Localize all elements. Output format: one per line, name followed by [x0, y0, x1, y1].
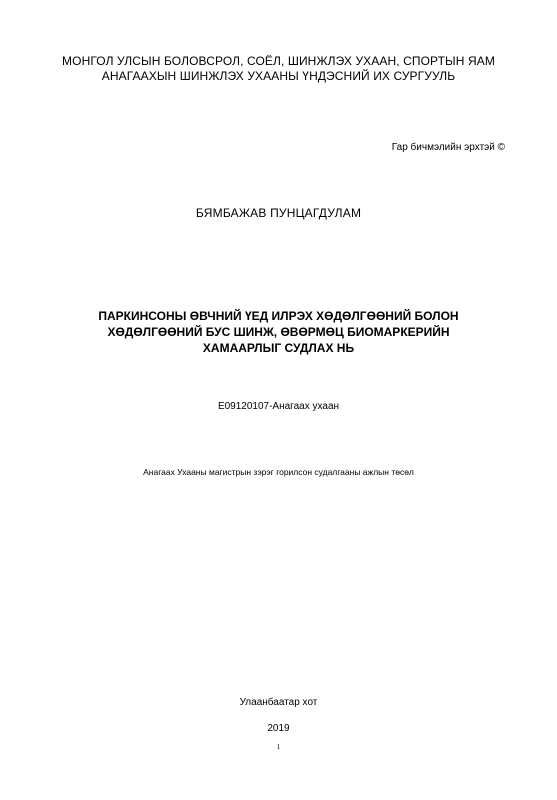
specialty-code: E09120107-Анагаах ухаан: [217, 401, 340, 412]
thesis-title-line-1: ПАРКИНСОНЫ ӨВЧНИЙ ҮЕД ИЛРЭХ ХӨДӨЛГӨӨНИЙ БОЛОН: [98, 309, 459, 323]
thesis-title-line-3: ХАМААРЛЫГ СУДЛАХ НЬ: [202, 341, 355, 355]
city-name: Улаанбаатар хот: [239, 697, 318, 708]
year: 2019: [267, 723, 290, 734]
thesis-title-line-2: ХӨДӨЛГӨӨНИЙ БУС ШИНЖ, ӨВӨРМӨЦ БИОМАРКЕРИЙН: [107, 325, 450, 339]
thesis-title: [0, 308, 557, 356]
ministry-name: МОНГОЛ УЛСЫН БОЛОВСРОЛ, СОЁЛ, ШИНЖЛЭХ УХААН, СПОРТЫН ЯАМ: [62, 54, 495, 68]
author-name: БЯМБАЖАВ ПУНЦАГДУЛАМ: [195, 206, 362, 220]
copyright-notice: Гар бичмэлийн эрхтэй ©: [391, 142, 505, 153]
institution-header: [0, 54, 557, 84]
page-number: 1: [276, 743, 281, 751]
university-name: АНАГААХЫН ШИНЖЛЭХ УХААНЫ ҮНДЭСНИЙ ИХ СУРГУУЛЬ: [101, 69, 456, 83]
degree-description: Анагаах Ухааны магистрын зэрэг горилсон судалгааны ажлын төсөл: [143, 467, 414, 477]
